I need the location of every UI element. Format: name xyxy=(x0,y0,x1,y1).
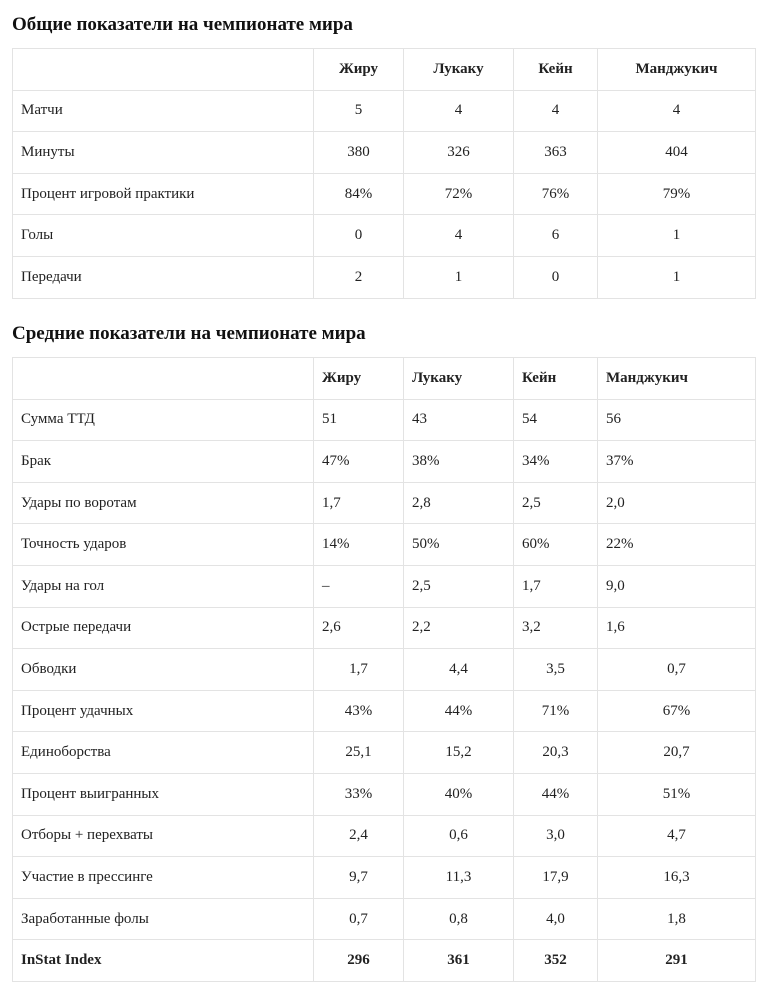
cell-value: 2,8 xyxy=(404,482,514,524)
table-header-row xyxy=(13,358,756,400)
cell-value: 3,0 xyxy=(514,815,598,857)
row-label: Сумма ТТД xyxy=(13,399,314,441)
cell-value: 3,2 xyxy=(514,607,598,649)
cell-value: 76% xyxy=(514,173,598,215)
cell-value: 9,7 xyxy=(314,857,404,899)
cell-value: 60% xyxy=(514,524,598,566)
table-row xyxy=(13,399,756,441)
row-label: Процент игровой практики xyxy=(13,173,314,215)
cell-value: 4 xyxy=(404,215,514,257)
header-kane: Кейн xyxy=(514,49,598,91)
cell-value: 43% xyxy=(314,690,404,732)
header-empty xyxy=(13,358,314,400)
cell-value: 40% xyxy=(404,773,514,815)
cell-value: 56 xyxy=(598,399,756,441)
cell-value: 2,2 xyxy=(404,607,514,649)
row-label: Минуты xyxy=(13,132,314,174)
header-empty xyxy=(13,49,314,91)
cell-value: 4,4 xyxy=(404,649,514,691)
table-row xyxy=(13,565,756,607)
table-row xyxy=(13,815,756,857)
table-row xyxy=(13,90,756,132)
cell-value: 71% xyxy=(514,690,598,732)
average-stats-table xyxy=(12,357,756,982)
table-row xyxy=(13,649,756,691)
cell-value: 22% xyxy=(598,524,756,566)
average-stats-title: Средние показатели на чемпионате мира xyxy=(12,323,366,344)
general-stats-table xyxy=(12,48,756,299)
cell-value: 2,5 xyxy=(514,482,598,524)
cell-value: 0,7 xyxy=(314,898,404,940)
cell-value: 3,5 xyxy=(514,649,598,691)
row-label: Матчи xyxy=(13,90,314,132)
cell-value: 20,7 xyxy=(598,732,756,774)
cell-value: 1 xyxy=(598,215,756,257)
cell-value: 47% xyxy=(314,441,404,483)
header-lukaku: Лукаку xyxy=(404,49,514,91)
table-row xyxy=(13,773,756,815)
header-giroud: Жиру xyxy=(314,358,404,400)
row-label: Заработанные фолы xyxy=(13,898,314,940)
cell-value: 50% xyxy=(404,524,514,566)
cell-value: 1,8 xyxy=(598,898,756,940)
cell-value: 404 xyxy=(598,132,756,174)
cell-value: 0,7 xyxy=(598,649,756,691)
cell-value: 1,6 xyxy=(598,607,756,649)
cell-value: 34% xyxy=(514,441,598,483)
cell-value: 4 xyxy=(514,90,598,132)
row-label: Участие в прессинге xyxy=(13,857,314,899)
cell-value: 4,7 xyxy=(598,815,756,857)
cell-value: 37% xyxy=(598,441,756,483)
table-row xyxy=(13,607,756,649)
cell-value: 1,7 xyxy=(314,649,404,691)
cell-value: 1,7 xyxy=(514,565,598,607)
table-header-row xyxy=(13,49,756,91)
cell-value: 51 xyxy=(314,399,404,441)
cell-value: 4,0 xyxy=(514,898,598,940)
cell-value: 361 xyxy=(404,940,514,982)
cell-value: 326 xyxy=(404,132,514,174)
table-row xyxy=(13,732,756,774)
row-label: Отборы + перехваты xyxy=(13,815,314,857)
cell-value: 38% xyxy=(404,441,514,483)
row-label: Точность ударов xyxy=(13,524,314,566)
cell-value: 25,1 xyxy=(314,732,404,774)
cell-value: 0 xyxy=(514,256,598,298)
table-row xyxy=(13,215,756,257)
row-label: Голы xyxy=(13,215,314,257)
table-row xyxy=(13,690,756,732)
cell-value: 2,4 xyxy=(314,815,404,857)
header-kane: Кейн xyxy=(514,358,598,400)
table-row xyxy=(13,857,756,899)
cell-value: 67% xyxy=(598,690,756,732)
cell-value: 43 xyxy=(404,399,514,441)
cell-value: 84% xyxy=(314,173,404,215)
table-row xyxy=(13,441,756,483)
table-row xyxy=(13,132,756,174)
table-row xyxy=(13,524,756,566)
cell-value: 4 xyxy=(598,90,756,132)
cell-value: 51% xyxy=(598,773,756,815)
table-row xyxy=(13,898,756,940)
row-label: Процент удачных xyxy=(13,690,314,732)
cell-value: 296 xyxy=(314,940,404,982)
header-lukaku: Лукаку xyxy=(404,358,514,400)
cell-value: 0,6 xyxy=(404,815,514,857)
header-mandzukic: Манджукич xyxy=(598,358,756,400)
cell-value: 0,8 xyxy=(404,898,514,940)
row-label: Удары по воротам xyxy=(13,482,314,524)
cell-value: 79% xyxy=(598,173,756,215)
cell-value: 1 xyxy=(404,256,514,298)
cell-value: 20,3 xyxy=(514,732,598,774)
table-row xyxy=(13,482,756,524)
cell-value: – xyxy=(314,565,404,607)
cell-value: 44% xyxy=(514,773,598,815)
cell-value: 0 xyxy=(314,215,404,257)
row-label: Острые передачи xyxy=(13,607,314,649)
header-mandzukic: Манджукич xyxy=(598,49,756,91)
cell-value: 9,0 xyxy=(598,565,756,607)
cell-value: 2 xyxy=(314,256,404,298)
cell-value: 15,2 xyxy=(404,732,514,774)
row-label: Удары на гол xyxy=(13,565,314,607)
cell-value: 291 xyxy=(598,940,756,982)
cell-value: 72% xyxy=(404,173,514,215)
cell-value: 363 xyxy=(514,132,598,174)
cell-value: 11,3 xyxy=(404,857,514,899)
general-stats-title: Общие показатели на чемпионате мира xyxy=(12,14,353,35)
cell-value: 16,3 xyxy=(598,857,756,899)
cell-value: 4 xyxy=(404,90,514,132)
cell-value: 352 xyxy=(514,940,598,982)
table-row xyxy=(13,256,756,298)
cell-value: 2,5 xyxy=(404,565,514,607)
cell-value: 2,0 xyxy=(598,482,756,524)
cell-value: 380 xyxy=(314,132,404,174)
cell-value: 1,7 xyxy=(314,482,404,524)
row-label: Обводки xyxy=(13,649,314,691)
cell-value: 14% xyxy=(314,524,404,566)
row-label: Передачи xyxy=(13,256,314,298)
row-label: Процент выигранных xyxy=(13,773,314,815)
cell-value: 33% xyxy=(314,773,404,815)
table-row-total xyxy=(13,940,756,982)
row-label: Брак xyxy=(13,441,314,483)
cell-value: 2,6 xyxy=(314,607,404,649)
cell-value: 1 xyxy=(598,256,756,298)
cell-value: 5 xyxy=(314,90,404,132)
row-label: InStat Index xyxy=(13,940,314,982)
table-row xyxy=(13,173,756,215)
cell-value: 44% xyxy=(404,690,514,732)
header-giroud: Жиру xyxy=(314,49,404,91)
cell-value: 54 xyxy=(514,399,598,441)
cell-value: 6 xyxy=(514,215,598,257)
cell-value: 17,9 xyxy=(514,857,598,899)
row-label: Единоборства xyxy=(13,732,314,774)
